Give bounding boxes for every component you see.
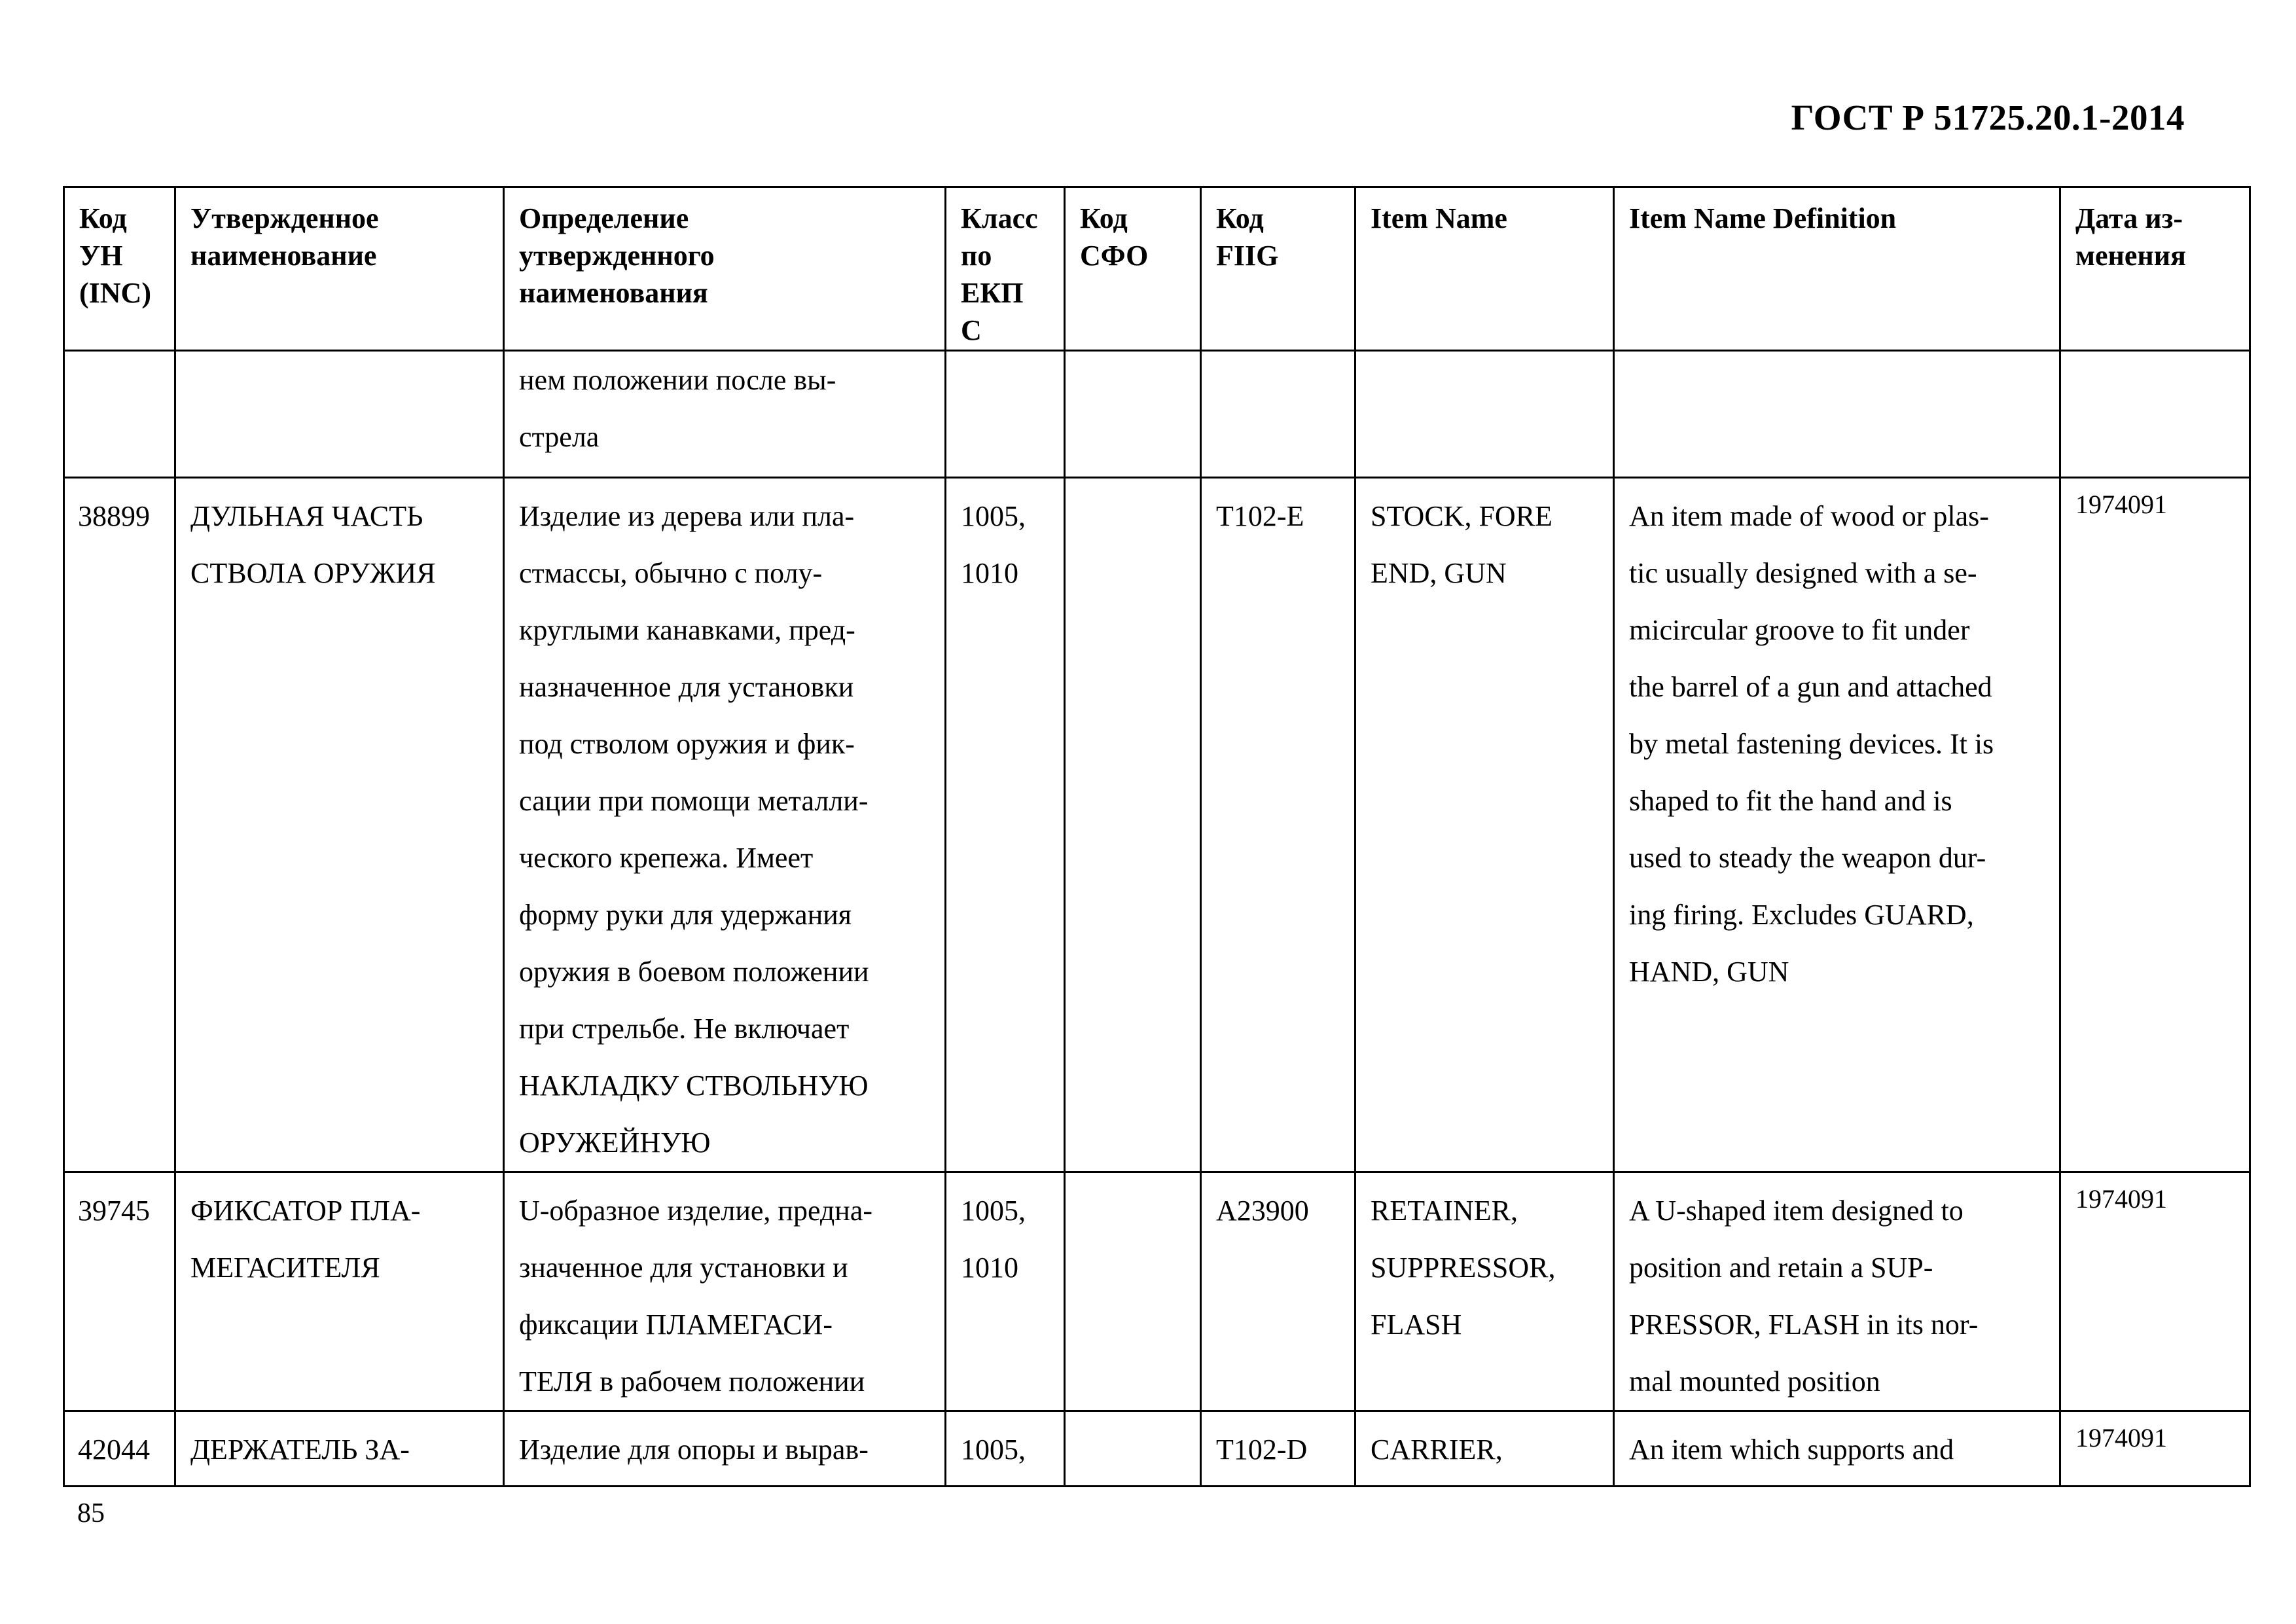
header-class [946,187,1065,351]
cell-line: наименования [519,277,708,309]
cell-line: Дата из- [2075,202,2183,234]
header-item-name-definition [1614,187,2060,351]
cell-class [946,1172,1065,1411]
cell-change-date [2060,351,2250,478]
cell-line: значенное для установки и [519,1252,848,1284]
cell-sfo [1065,478,1201,1172]
cell-line: форму руки для удержания [519,899,852,931]
cell-item-name-definition [1614,1411,2060,1487]
table-row [64,351,2250,478]
table-row [64,1172,2250,1411]
cell-line: сации при помощи металли- [519,785,869,817]
cell-line: 1010 [961,557,1018,589]
cell-sfo [1065,1411,1201,1487]
table-row [64,478,2250,1172]
document-standard-code: ГОСТ Р 51725.20.1-2014 [1791,98,2185,137]
cell-line: ing firing. Excludes GUARD, [1629,899,1974,931]
cell-line: micircular groove to fit under [1629,614,1970,646]
cell-line: An item made of wood or plas- [1629,500,1989,532]
cell-line: нем положении после вы- [519,364,836,396]
cell-line: ТЕЛЯ в рабочем положении [519,1365,865,1398]
cell-line: наименование [190,240,377,272]
cell-line: ДУЛЬНАЯ ЧАСТЬ [190,500,423,532]
cell-line: Код [1216,202,1264,234]
header-fiig [1201,187,1355,351]
cell-line: Код [1080,202,1128,234]
cell-fiig [1201,351,1355,478]
cell-item-name [1355,351,1614,478]
cell-inc: 38899 [64,478,175,1172]
cell-change-date: 1974091 [2060,478,2250,1172]
cell-line: SUPPRESSOR, [1371,1252,1556,1284]
cell-line: the barrel of a gun and attached [1629,671,1992,703]
cell-line: A U-shaped item designed to [1629,1195,1964,1227]
cell-line: used to steady the weapon dur- [1629,842,1986,874]
cell-line: С [961,314,982,346]
cell-line: ДЕРЖАТЕЛЬ ЗА- [190,1434,410,1466]
cell-approved-definition [504,351,946,478]
cell-item-name-definition [1614,1172,2060,1411]
cell-line: (INC) [79,277,151,309]
cell-sfo [1065,351,1201,478]
cell-line: менения [2075,240,2186,272]
cell-line: СФО [1080,240,1149,272]
cell-line: 1005, [961,1195,1026,1227]
cell-fiig: T102-D [1201,1411,1355,1487]
header-approved-name [175,187,504,351]
cell-approved-definition [504,1172,946,1411]
cell-line: CARRIER, [1371,1434,1503,1466]
cell-approved-definition [504,1411,946,1487]
cell-line: tic usually designed with a se- [1629,557,1977,589]
cell-change-date: 1974091 [2060,1172,2250,1411]
cell-line: фиксации ПЛАМЕГАСИ- [519,1308,833,1341]
cell-line: HAND, GUN [1629,956,1789,988]
header-inc [64,187,175,351]
cell-line: PRESSOR, FLASH in its nor- [1629,1308,1979,1341]
cell-approved-name [175,1411,504,1487]
header-item-name [1355,187,1614,351]
cell-line: МЕГАСИТЕЛЯ [190,1252,380,1284]
cell-line: Изделие для опоры и вырав- [519,1434,869,1466]
cell-fiig: T102-E [1201,478,1355,1172]
cell-line: стмассы, обычно с полу- [519,557,823,589]
cell-line: при стрельбе. Не включает [519,1013,850,1045]
header-approved-definition [504,187,946,351]
header-change-date [2060,187,2250,351]
cell-approved-name [175,1172,504,1411]
cell-line: mal mounted position [1629,1365,1880,1398]
cell-inc: 39745 [64,1172,175,1411]
cell-item-name [1355,1172,1614,1411]
cell-line: STOCK, FORE [1371,500,1552,532]
cell-line: FLASH [1371,1308,1462,1341]
cell-line: FIIG [1216,240,1279,272]
cell-approved-definition [504,478,946,1172]
cell-line: оружия в боевом положении [519,956,869,988]
cell-line: по [961,240,992,272]
cell-line: ФИКСАТОР ПЛА- [190,1195,421,1227]
cell-line: назначенное для установки [519,671,854,703]
cell-line: УН [79,240,123,272]
cell-line: Изделие из дерева или пла- [519,500,855,532]
cell-class [946,478,1065,1172]
cell-item-name-definition [1614,478,2060,1172]
cell-line: U-образное изделие, предна- [519,1195,873,1227]
cell-line: круглыми канавками, пред- [519,614,855,646]
cell-line: стрела [519,421,600,453]
cell-sfo [1065,1172,1201,1411]
cell-line: 1005, [961,500,1026,532]
cell-line: Утвержденное [190,202,379,234]
cell-approved-name [175,478,504,1172]
cell-line: ЕКП [961,277,1024,309]
cell-line: 1010 [961,1252,1018,1284]
cell-line: by metal fastening devices. It is [1629,728,1994,760]
cell-line: Код [79,202,127,234]
cell-class [946,1411,1065,1487]
page-number: 85 [77,1498,105,1528]
cell-line: Item Name Definition [1629,202,1897,234]
cell-inc [64,351,175,478]
cell-item-name [1355,1411,1614,1487]
cell-line: Класс [961,202,1038,234]
cell-inc: 42044 [64,1411,175,1487]
cell-line: под стволом оружия и фик- [519,728,855,760]
cell-item-name-definition [1614,351,2060,478]
cell-line: RETAINER, [1371,1195,1518,1227]
header-sfo [1065,187,1201,351]
cell-line: position and retain a SUP- [1629,1252,1933,1284]
catalog-table [63,186,2251,1487]
cell-line: НАКЛАДКУ СТВОЛЬНУЮ [519,1070,869,1102]
cell-line: утвержденного [519,240,715,272]
cell-change-date: 1974091 [2060,1411,2250,1487]
table-row [64,1411,2250,1487]
cell-line: Определение [519,202,689,234]
cell-line: ОРУЖЕЙНУЮ [519,1127,711,1159]
cell-fiig: A23900 [1201,1172,1355,1411]
cell-class [946,351,1065,478]
cell-line: shaped to fit the hand and is [1629,785,1952,817]
cell-line: 1005, [961,1434,1026,1466]
cell-line: СТВОЛА ОРУЖИЯ [190,557,436,589]
cell-approved-name [175,351,504,478]
cell-line: Item Name [1371,202,1507,234]
cell-item-name [1355,478,1614,1172]
cell-line: END, GUN [1371,557,1507,589]
cell-line: ческого крепежа. Имеет [519,842,814,874]
cell-line: An item which supports and [1629,1434,1954,1466]
table-header-row [64,187,2250,351]
